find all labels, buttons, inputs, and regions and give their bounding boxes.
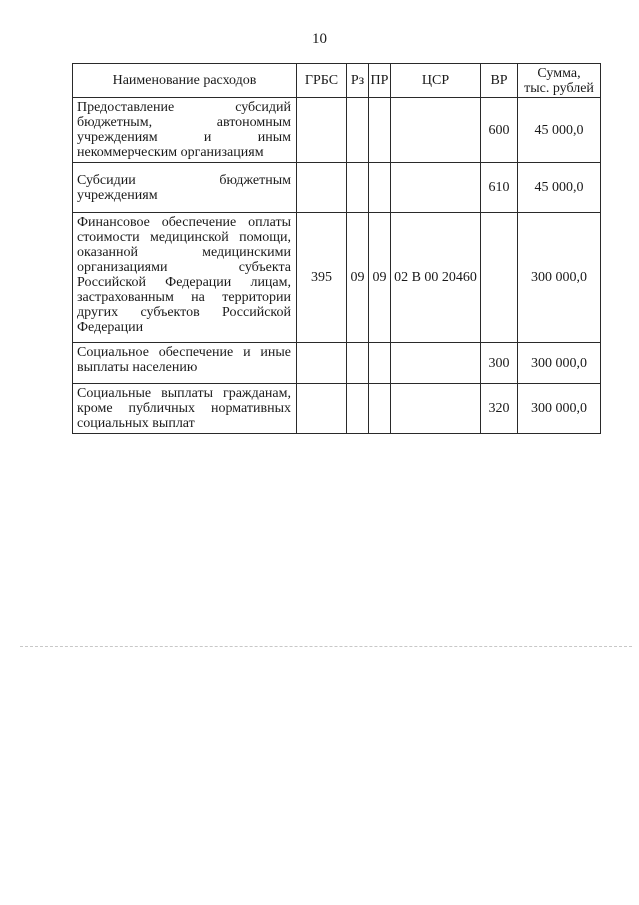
header-sum-line1: Сумма, xyxy=(537,65,581,81)
row-name: Финансовое обеспечение оплаты стоимости медицинской помощи, оказанной медицинскими организациями субъекта Российской Федерации лицам, застрахованным на территории других субъектов Российской Федерации xyxy=(73,213,297,343)
row-sum: 300 000,0 xyxy=(518,343,601,384)
table-row xyxy=(73,163,601,213)
row-csr xyxy=(391,343,481,384)
row-vr: 600 xyxy=(481,98,518,163)
row-vr: 300 xyxy=(481,343,518,384)
row-rz: 09 xyxy=(347,213,369,343)
row-sum: 45 000,0 xyxy=(518,163,601,213)
row-csr: 02 В 00 20460 xyxy=(391,213,481,343)
row-vr: 610 xyxy=(481,163,518,213)
row-sum: 300 000,0 xyxy=(518,384,601,434)
row-name: Предоставление субсидий бюджетным, автономным учреждениям и иным некоммерческим организациям xyxy=(73,98,297,163)
header-grbs: ГРБС xyxy=(297,64,347,98)
row-grbs xyxy=(297,98,347,163)
row-csr xyxy=(391,98,481,163)
row-rz xyxy=(347,98,369,163)
table-row xyxy=(73,98,601,163)
expenses-table xyxy=(72,63,601,434)
table-header-row xyxy=(73,64,601,98)
row-pr xyxy=(369,384,391,434)
header-csr: ЦСР xyxy=(391,64,481,98)
table-row xyxy=(73,343,601,384)
row-grbs xyxy=(297,163,347,213)
table-row xyxy=(73,384,601,434)
header-sum-line2: тыс. рублей xyxy=(524,80,594,96)
header-pr: ПР xyxy=(369,64,391,98)
page-number: 10 xyxy=(312,31,327,47)
row-grbs xyxy=(297,343,347,384)
row-grbs: 395 xyxy=(297,213,347,343)
row-vr xyxy=(481,213,518,343)
header-vr: ВР xyxy=(481,64,518,98)
row-pr xyxy=(369,163,391,213)
row-rz xyxy=(347,384,369,434)
row-csr xyxy=(391,384,481,434)
header-name: Наименование расходов xyxy=(73,64,297,98)
header-sum xyxy=(518,64,601,98)
row-csr xyxy=(391,163,481,213)
row-pr xyxy=(369,343,391,384)
row-sum: 300 000,0 xyxy=(518,213,601,343)
row-name: Субсидии бюджетным учреждениям xyxy=(73,163,297,213)
row-name: Социальные выплаты гражданам, кроме публичных нормативных социальных выплат xyxy=(73,384,297,434)
row-vr: 320 xyxy=(481,384,518,434)
row-sum: 45 000,0 xyxy=(518,98,601,163)
row-name: Социальное обеспечение и иные выплаты населению xyxy=(73,343,297,384)
row-pr: 09 xyxy=(369,213,391,343)
header-rz: Рз xyxy=(347,64,369,98)
row-pr xyxy=(369,98,391,163)
page-divider xyxy=(20,646,632,647)
table-row xyxy=(73,213,601,343)
row-rz xyxy=(347,343,369,384)
row-grbs xyxy=(297,384,347,434)
row-rz xyxy=(347,163,369,213)
